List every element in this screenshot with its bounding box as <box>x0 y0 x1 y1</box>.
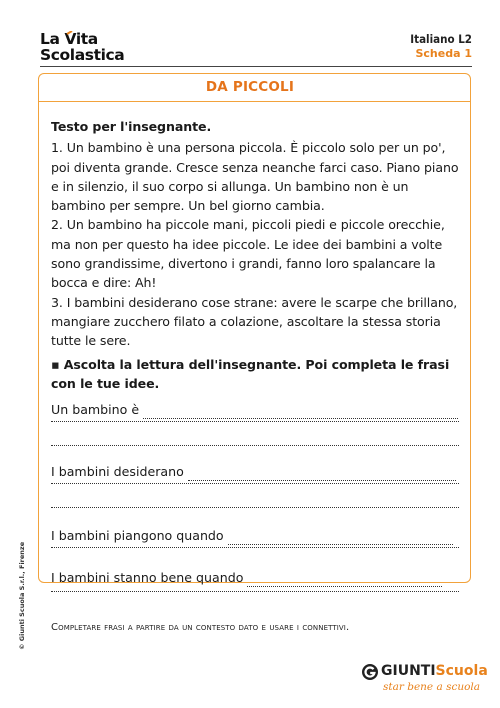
answer-line[interactable] <box>51 507 459 508</box>
brand-name <box>381 663 488 679</box>
logo-la-vita-scolastica <box>40 31 130 65</box>
answer-line[interactable] <box>51 591 459 592</box>
paragraph-3: 3. I bambini desiderano cose strane: avere le scarpe che brillano, mangiare zucchero filato a colazione, ascoltare la stessa storia tutte le sere. <box>51 294 458 349</box>
prompt-4: I bambini stanno bene quando <box>51 570 244 585</box>
sheet-label: Scheda 1 <box>415 47 472 60</box>
subject-label: Italiano L2 <box>410 32 472 46</box>
answer-line[interactable] <box>51 445 459 446</box>
logo-line-1: La Vita <box>40 30 98 48</box>
answer-dots[interactable] <box>247 583 442 587</box>
task-text: Ascolta la lettura dell'insegnante. Poi completa le frasi con le tue idee. <box>51 356 450 391</box>
giunti-g-icon <box>361 663 379 681</box>
prompt-3: I bambini piangono quando <box>51 528 224 543</box>
section-heading: Testo per l'insegnante. <box>51 119 212 134</box>
answer-dots[interactable] <box>228 541 453 545</box>
answer-line[interactable] <box>51 547 459 548</box>
header-meta <box>410 32 472 61</box>
copyright-vertical: © Giunti Scuola S.r.l., Firenze <box>18 541 26 650</box>
prompt-line-3[interactable] <box>51 526 459 545</box>
brand-scuola: Scuola <box>435 663 488 679</box>
header-divider <box>40 66 472 67</box>
worksheet-title: DA PICCOLI <box>205 79 295 95</box>
answer-dots[interactable] <box>188 477 456 481</box>
prompt-line-1[interactable] <box>51 400 459 419</box>
prompt-line-2[interactable] <box>51 462 459 481</box>
task-instruction <box>51 355 463 394</box>
answer-line[interactable] <box>51 483 459 484</box>
prompt-2: I bambini desiderano <box>51 464 184 479</box>
prompt-line-4[interactable] <box>51 568 459 587</box>
footer-note: Completare frasi a partire da un contesto dato e usare i connettivi. <box>51 622 350 633</box>
bullet-icon: ▪ <box>51 356 60 372</box>
answer-line[interactable] <box>51 421 459 422</box>
brand-tagline: star bene a scuola <box>383 681 481 693</box>
paragraph-1: 1. Un bambino è una persona piccola. È piccolo solo per un po', poi diventa grande. Cresce senza neanche farci caso. Piano piano e in silenzio, il suo corpo si allunga. Un bambino non è un bambino per sempre. Un bel giorno cambia. <box>51 140 459 214</box>
prompt-1: Un bambino è <box>51 402 140 417</box>
brand-giunti: GIUNTI <box>381 663 436 679</box>
title-divider <box>38 101 471 102</box>
logo-line-2: Scolastica <box>40 46 125 64</box>
worksheet-content <box>51 117 463 393</box>
giunti-scuola-brand <box>361 663 488 699</box>
answer-dots[interactable] <box>143 415 458 419</box>
paragraph-2: 2. Un bambino ha piccole mani, piccoli piedi e piccole orecchie, ma non per questo ha idee piccole. Le idee dei bambini a volte sono grandissime, divertono i grandi, fanno loro spalancare la bocca e dire: Ah! <box>51 217 445 291</box>
